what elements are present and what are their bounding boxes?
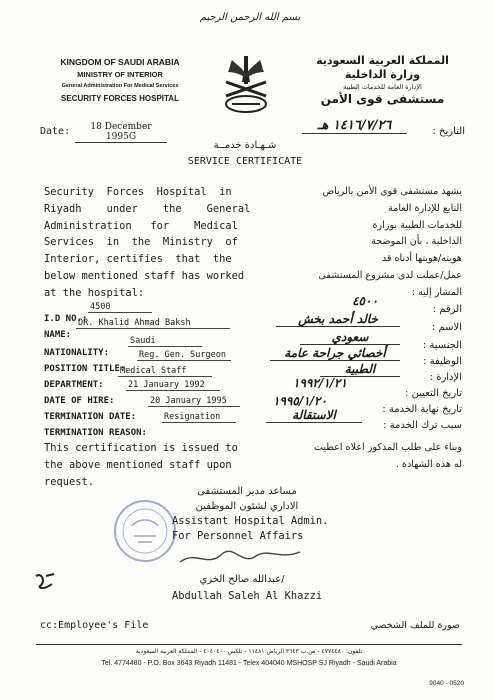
field-ar-value: خالد أحمد بخش — [276, 312, 400, 327]
signer-en: Abdullah Saleh Al Khazzi — [172, 590, 323, 602]
header-ar-line: مستشفى قوى الأمن — [320, 92, 445, 106]
sign-title-ar — [172, 484, 322, 514]
intro-en: Security Forces Hospital in Riyadh under the General Administration for Medical Services in the Ministry of Interior, certifies that the below mentioned staff has worked at the hospital: — [44, 186, 251, 299]
title-ar: شـهـادة خدمــة — [213, 140, 277, 151]
field-label: I.D NO.: — [44, 314, 88, 324]
closing-ar — [262, 440, 462, 474]
closing-ar-line: له هذه الشهادة . — [395, 458, 462, 470]
sign-title-ar-line: مساعد مدير المستشفى — [197, 486, 297, 497]
basmala: بسم الله الرحمن الرحيم — [199, 12, 301, 23]
intro-ar-line: الداخلية ، بأن الموضحة — [371, 236, 462, 248]
field-value-name: DR. Khalid Ahmad Baksh — [76, 318, 230, 329]
closing-en: This certification is issued to the above mentioned staff upon request. — [44, 442, 238, 488]
sign-title-en-line: For Personnel Affairs — [172, 530, 304, 542]
header-ar-line: الإدارة العامة للخدمات الطبية — [343, 83, 422, 91]
sign-title-ar-line: الاداري لشئون الموظفين — [195, 501, 299, 512]
field-ar-value: ٤٥٠٠ — [352, 294, 378, 308]
field-row-name — [44, 322, 71, 341]
stamp-seal-icon — [112, 498, 178, 564]
field-value-termination-reason: Resignation — [162, 412, 236, 423]
header-en-line: SECURITY FORCES HOSPITAL — [61, 94, 179, 103]
field-ar-label: الوظيفة : — [423, 356, 462, 367]
field-ar-label: تاريخ التعيين : — [405, 388, 462, 399]
field-label: TERMINATION DATE: — [44, 412, 137, 422]
field-ar-value: الطبية — [320, 362, 400, 377]
field-ar-label: الجنسية : — [422, 340, 462, 351]
title-en: SERVICE CERTIFICATE — [187, 156, 303, 167]
field-value-position: Reg. Gen. Surgeon — [137, 350, 231, 361]
intro-ar-line: يشهد مستشفى قوى الأمن بالرياض — [322, 186, 462, 197]
cc-en: cc:Employee's File — [40, 620, 149, 631]
date-ar: ١٤١٦/٧/٢٦ هـ — [302, 118, 407, 134]
field-ar-value: الاستقالة — [266, 408, 362, 423]
field-label: DATE OF HIRE: — [44, 396, 115, 406]
intro-ar-line: التابع للإدارة العامة — [388, 202, 462, 214]
field-ar-value: ١٩٩٥/١/٢٠ — [273, 394, 327, 408]
field-label: TERMINATION REASON: — [44, 428, 147, 438]
field-ar-value: ١٩٩٢/١/٢١ — [293, 376, 347, 390]
intro-ar-line: للخدمات الطبية بوزارة — [372, 219, 462, 231]
field-label: NAME: — [44, 330, 72, 340]
header-en-line: MINISTRY OF INTERIOR — [77, 70, 163, 79]
footer-ar: تلفون: ٤٧٧٤٤٨٠ - ص.ب ٣٦٤٣ الرياض ١١٤٨١ - تلكس ٤٠٤٠٤٠٠ - المملكة العربية السعودية — [135, 648, 363, 655]
intro-ar-line: هويته/هويتها أدناه قد — [381, 253, 462, 265]
form-code: 9040 - 0520 — [429, 680, 464, 687]
field-ar-label: الاسم : — [431, 322, 462, 333]
footer-en: Tel. 4774480 - P.O. Box 3643 Riyadh 11481 - Telex 404040 MSHOSP SJ Riyadh - Saudi Arabia — [101, 660, 397, 667]
intro-ar-line: عمل/عملت لدى مشروع المستشفى — [318, 269, 462, 281]
field-label: NATIONALITY: — [44, 348, 110, 358]
field-value-hire: 21 January 1992 — [126, 380, 220, 391]
field-ar-label: تاريخ نهاية الخدمة : — [382, 404, 462, 415]
field-ar-label: الإدارة : — [429, 372, 462, 383]
signature-mark-icon — [176, 540, 306, 574]
sign-title-en-line: Assistant Hospital Admin. — [172, 515, 329, 527]
signer-ar: /عبدالله صالح الخزي — [199, 574, 285, 585]
field-ar-value: سعودي — [300, 330, 400, 345]
field-value-id: 4500 — [88, 302, 152, 313]
saudi-emblem-icon — [218, 52, 274, 116]
date-en: 18 December 1995G — [75, 122, 167, 143]
field-ar-label: سبب ترك الخدمة : — [383, 420, 462, 431]
header-en-line: General Administration For Medical Services — [61, 83, 179, 89]
field-value-termination-date: 20 January 1995 — [148, 396, 240, 407]
intro-ar — [262, 184, 462, 302]
field-row-termination-reason — [44, 420, 147, 439]
field-ar-label: الرقم : — [432, 304, 462, 315]
footer-divider — [36, 644, 462, 645]
field-value-nationality: Saudi — [128, 336, 202, 347]
field-label: DEPARTMENT: — [44, 380, 104, 390]
header-ar-line: وزارة الداخلية — [344, 68, 421, 81]
date-label-en: Date: — [40, 126, 71, 137]
initials-mark-icon — [32, 570, 58, 597]
field-label: POSITION TITLE: — [44, 364, 126, 374]
field-value-department: Medical Staff — [118, 366, 212, 377]
field-ar-value: أخصائي جراحة عامة — [270, 346, 400, 361]
intro-ar-line: المشار إليه : — [411, 286, 462, 298]
header-en — [40, 56, 200, 106]
header-en-line: KINGDOM OF SAUDI ARABIA — [60, 57, 180, 67]
header-ar-line: المملكة العربية السعودية — [316, 54, 449, 67]
cc-ar: صورة للملف الشخصي — [370, 620, 460, 631]
closing-ar-line: وبناء على طلب المذكور اعلاه اعطيت — [313, 442, 462, 453]
date-label-ar: التاريخ : — [432, 126, 465, 137]
header-ar — [300, 54, 465, 107]
